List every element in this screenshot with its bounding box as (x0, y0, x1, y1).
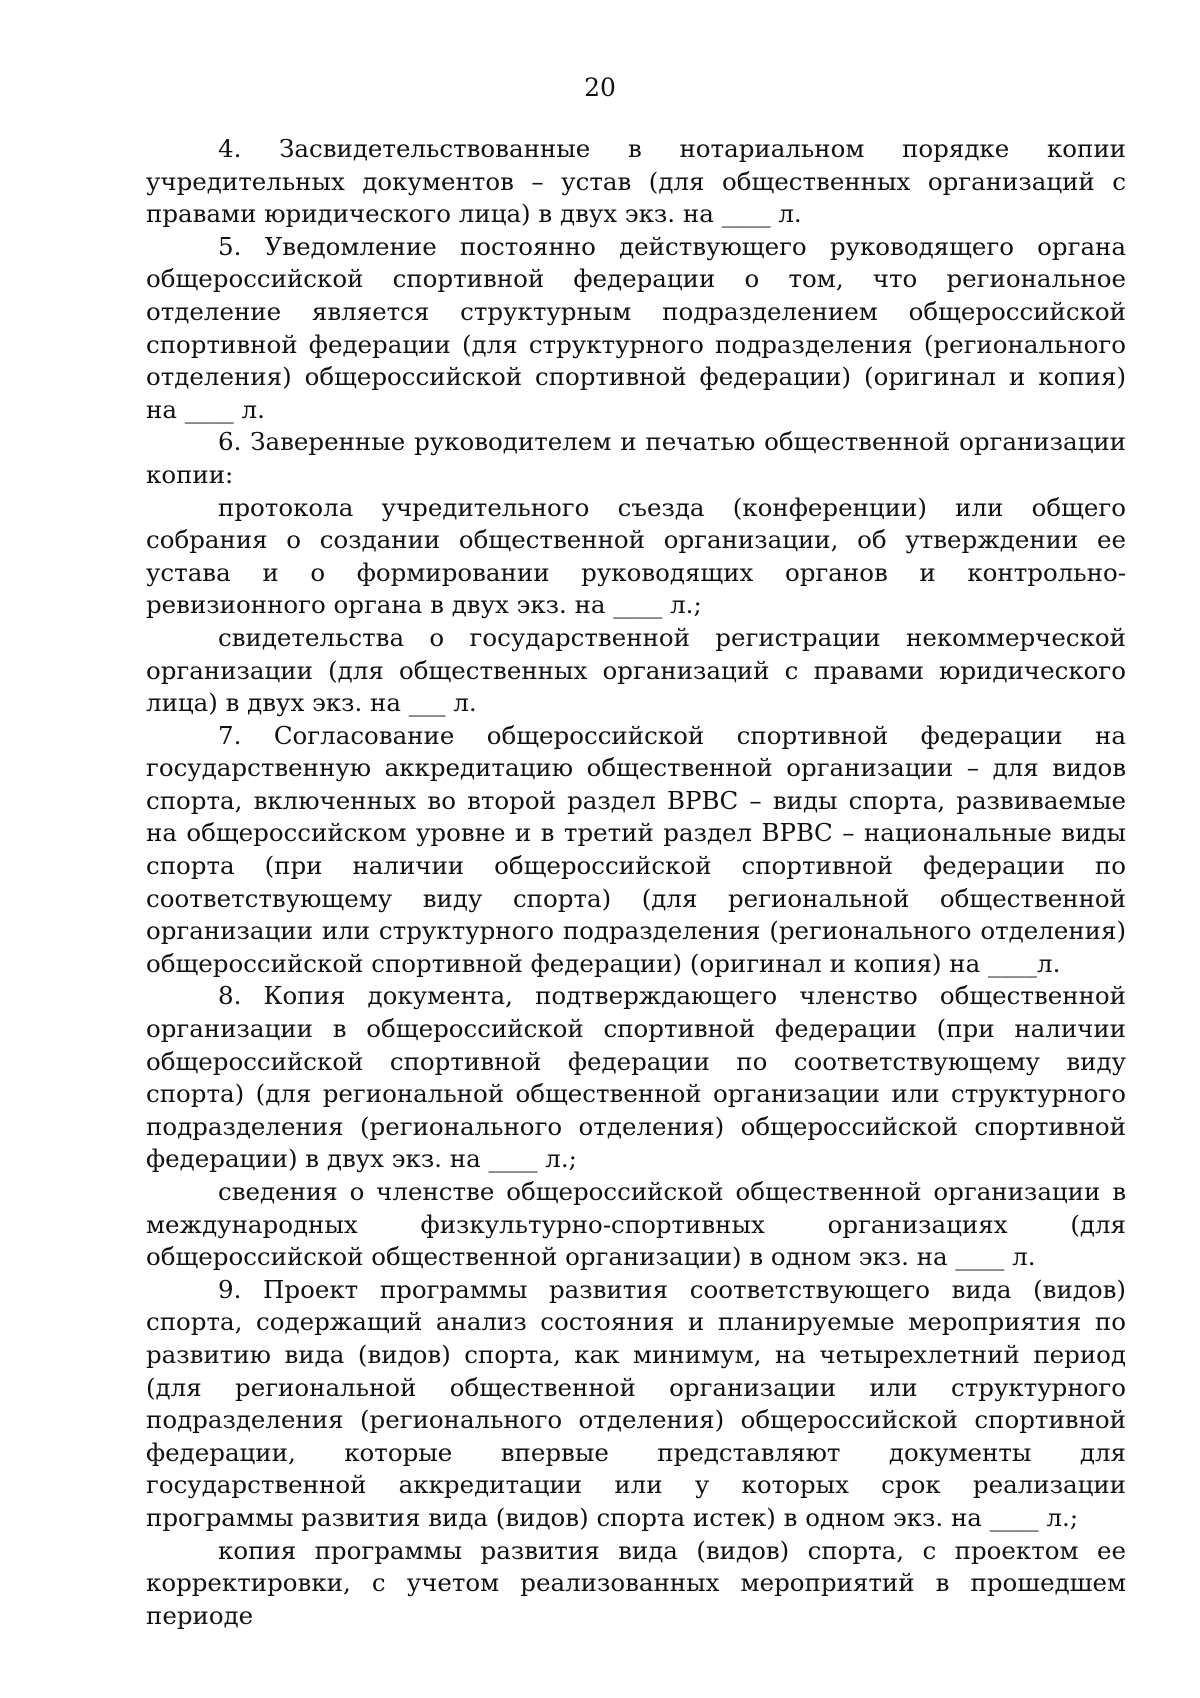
item-8-membership-copy: 8. Копия документа, подтверждающего членство общественной организации в общероссийской спортивной федерации (при наличии общероссийской спортивной федерации по соответствующему виду спорта) (для региональной общественной организации или структурного подразделения (регионального отделения) общероссийской спортивной федерации) в двух экз. на ____ л.; (146, 981, 1126, 1174)
item-9-development-program-copy: копия программы развития вида (видов) спорта, с проектом ее корректировки, с учетом реализованных мероприятий в прошедшем периоде (146, 1535, 1126, 1630)
item-6-certified-copies: 6. Заверенные руководителем и печатью общественной организации копии: (146, 427, 1126, 489)
item-7-federation-approval: 7. Согласование общероссийской спортивной федерации на государственную аккредитацию общественной организации – для видов спорта, включенных во второй раздел ВРВС – виды спорта, развиваемые на общероссийском уровне и в третий раздел ВРВС – национальные виды спорта (при наличии общероссийской спортивной федерации по соответствующему виду спорта) (для региональной общественной организации или структурного подразделения (регионального отделения) общероссийской спортивной федерации) (оригинал и копия) на ____л. (146, 720, 1126, 978)
item-5-notification: 5. Уведомление постоянно действующего руководящего органа общероссийской спортивной федерации о том, что региональное отделение является структурным подразделением общероссийской спортивной федерации (для структурного подразделения (регионального отделения) общероссийской спортивной федерации) (оригинал и копия) на ____ л. (146, 231, 1126, 424)
item-6-registration-certificate: свидетельства о государственной регистрации некоммерческой организации (для общественных организаций с правами юридического лица) в двух экз. на ___ л. (146, 622, 1126, 718)
document-body (146, 133, 1126, 1632)
item-9-development-program-draft: 9. Проект программы развития соответствующего вида (видов) спорта, содержащий анализ состояния и планируемые мероприятия по развитию вида (видов) спорта, как минимум, на четырехлетний период (для региональной общественной организации или структурного подразделения (регионального отделения) общероссийской спортивной федерации, которые впервые представляют документы для государственной аккредитации или у которых срок реализации программы развития вида (видов) спорта истек) в одном экз. на ____ л.; (146, 1274, 1126, 1532)
item-8-international-membership: сведения о членстве общероссийской общественной организации в международных физкультурно-спортивных организациях (для общероссийской общественной организации) в одном экз. на ____ л. (146, 1177, 1126, 1272)
item-6-protocol: протокола учредительного съезда (конференции) или общего собрания о создании общественной организации, об утверждении ее устава и о формировании руководящих органов и контрольно-ревизионного органа в двух экз. на ____ л.; (146, 492, 1126, 620)
item-4-notarized-copies: 4. Засвидетельствованные в нотариальном порядке копии учредительных документов – устав (для общественных организаций с правами юридического лица) в двух экз. на ____ л. (146, 134, 1126, 229)
page-number: 20 (584, 73, 616, 102)
